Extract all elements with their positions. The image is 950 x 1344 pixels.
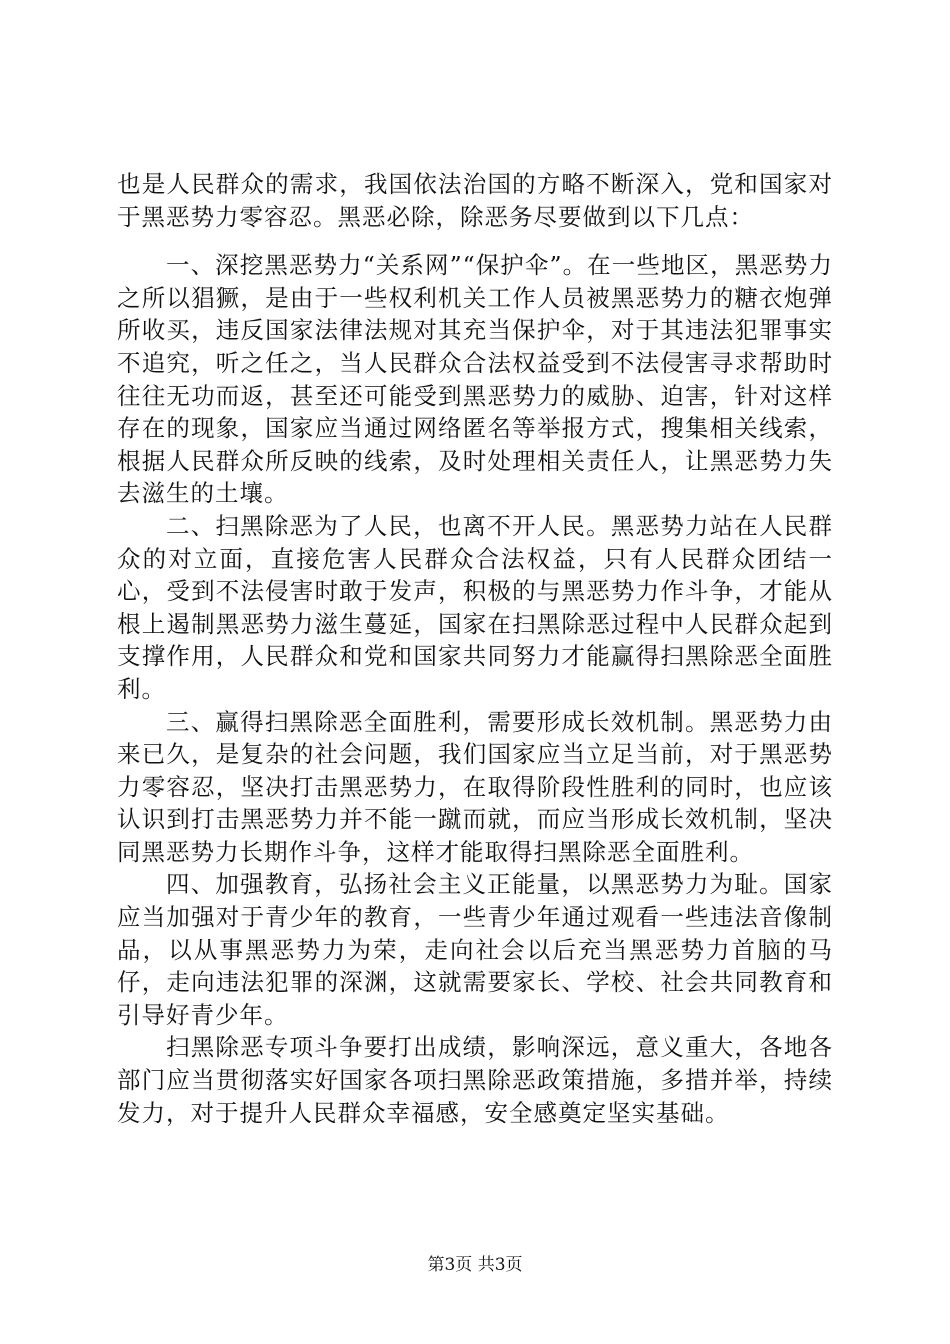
page-number-footer: 第3页 共3页 bbox=[427, 1255, 523, 1275]
paragraph-intro: 也是人民群众的需求，我国依法治国的方略不断深入，党和国家对于黑恶势力零容忍。黑恶必除，除恶务尽要做到以下几点： bbox=[117, 170, 833, 231]
paragraph-conclusion: 扫黑除恶专项斗争要打出成绩，影响深远，意义重大，各地各部门应当贯彻落实好国家各项扫黑除恶政策措施，多措并举，持续发力，对于提升人民群众幸福感，安全感奠定坚实基础。 bbox=[117, 1033, 833, 1127]
paragraph-point-2: 二、扫黑除恶为了人民，也离不开人民。黑恶势力站在人民群众的对立面，直接危害人民群众合法权益，只有人民群众团结一心，受到不法侵害时敢于发声，积极的与黑恶势力作斗争，才能从根上遏制黑恶势力滋生蔓延，国家在扫黑除恶过程中人民群众起到支撑作用，人民群众和党和国家共同努力才能赢得扫黑除恶全面胜利。 bbox=[117, 511, 833, 703]
paragraph-point-3: 三、赢得扫黑除恶全面胜利，需要形成长效机制。黑恶势力由来已久，是复杂的社会问题，我们国家应当立足当前，对于黑恶势力零容忍，坚决打击黑恶势力，在取得阶段性胜利的同时，也应该认识到打击黑恶势力并不能一蹴而就，而应当形成长效机制，坚决同黑恶势力长期作斗争，这样才能取得扫黑除恶全面胜利。 bbox=[117, 707, 833, 866]
paragraph-point-1: 一、深挖黑恶势力“关系网”“保护伞”。在一些地区，黑恶势力之所以猖獗，是由于一些权利机关工作人员被黑恶势力的糖衣炮弹所收买，违反国家法律法规对其充当保护伞，对于其违法犯罪事实不追究，听之任之，当人民群众合法权益受到不法侵害寻求帮助时往往无功而返，甚至还可能受到黑恶势力的威胁、迫害，针对这样存在的现象，国家应当通过网络匿名等举报方式，搜集相关线索，根据人民群众所反映的线索，及时处理相关责任人，让黑恶势力失去滋生的土壤。 bbox=[117, 251, 833, 508]
paragraph-point-4: 四、加强教育，弘扬社会主义正能量，以黑恶势力为耻。国家应当加强对于青少年的教育，一些青少年通过观看一些违法音像制品，以从事黑恶势力为荣，走向社会以后充当黑恶势力首脑的马仔，走向违法犯罪的深渊，这就需要家长、学校、社会共同教育和引导好青少年。 bbox=[117, 870, 833, 1029]
document-body bbox=[117, 168, 833, 1129]
